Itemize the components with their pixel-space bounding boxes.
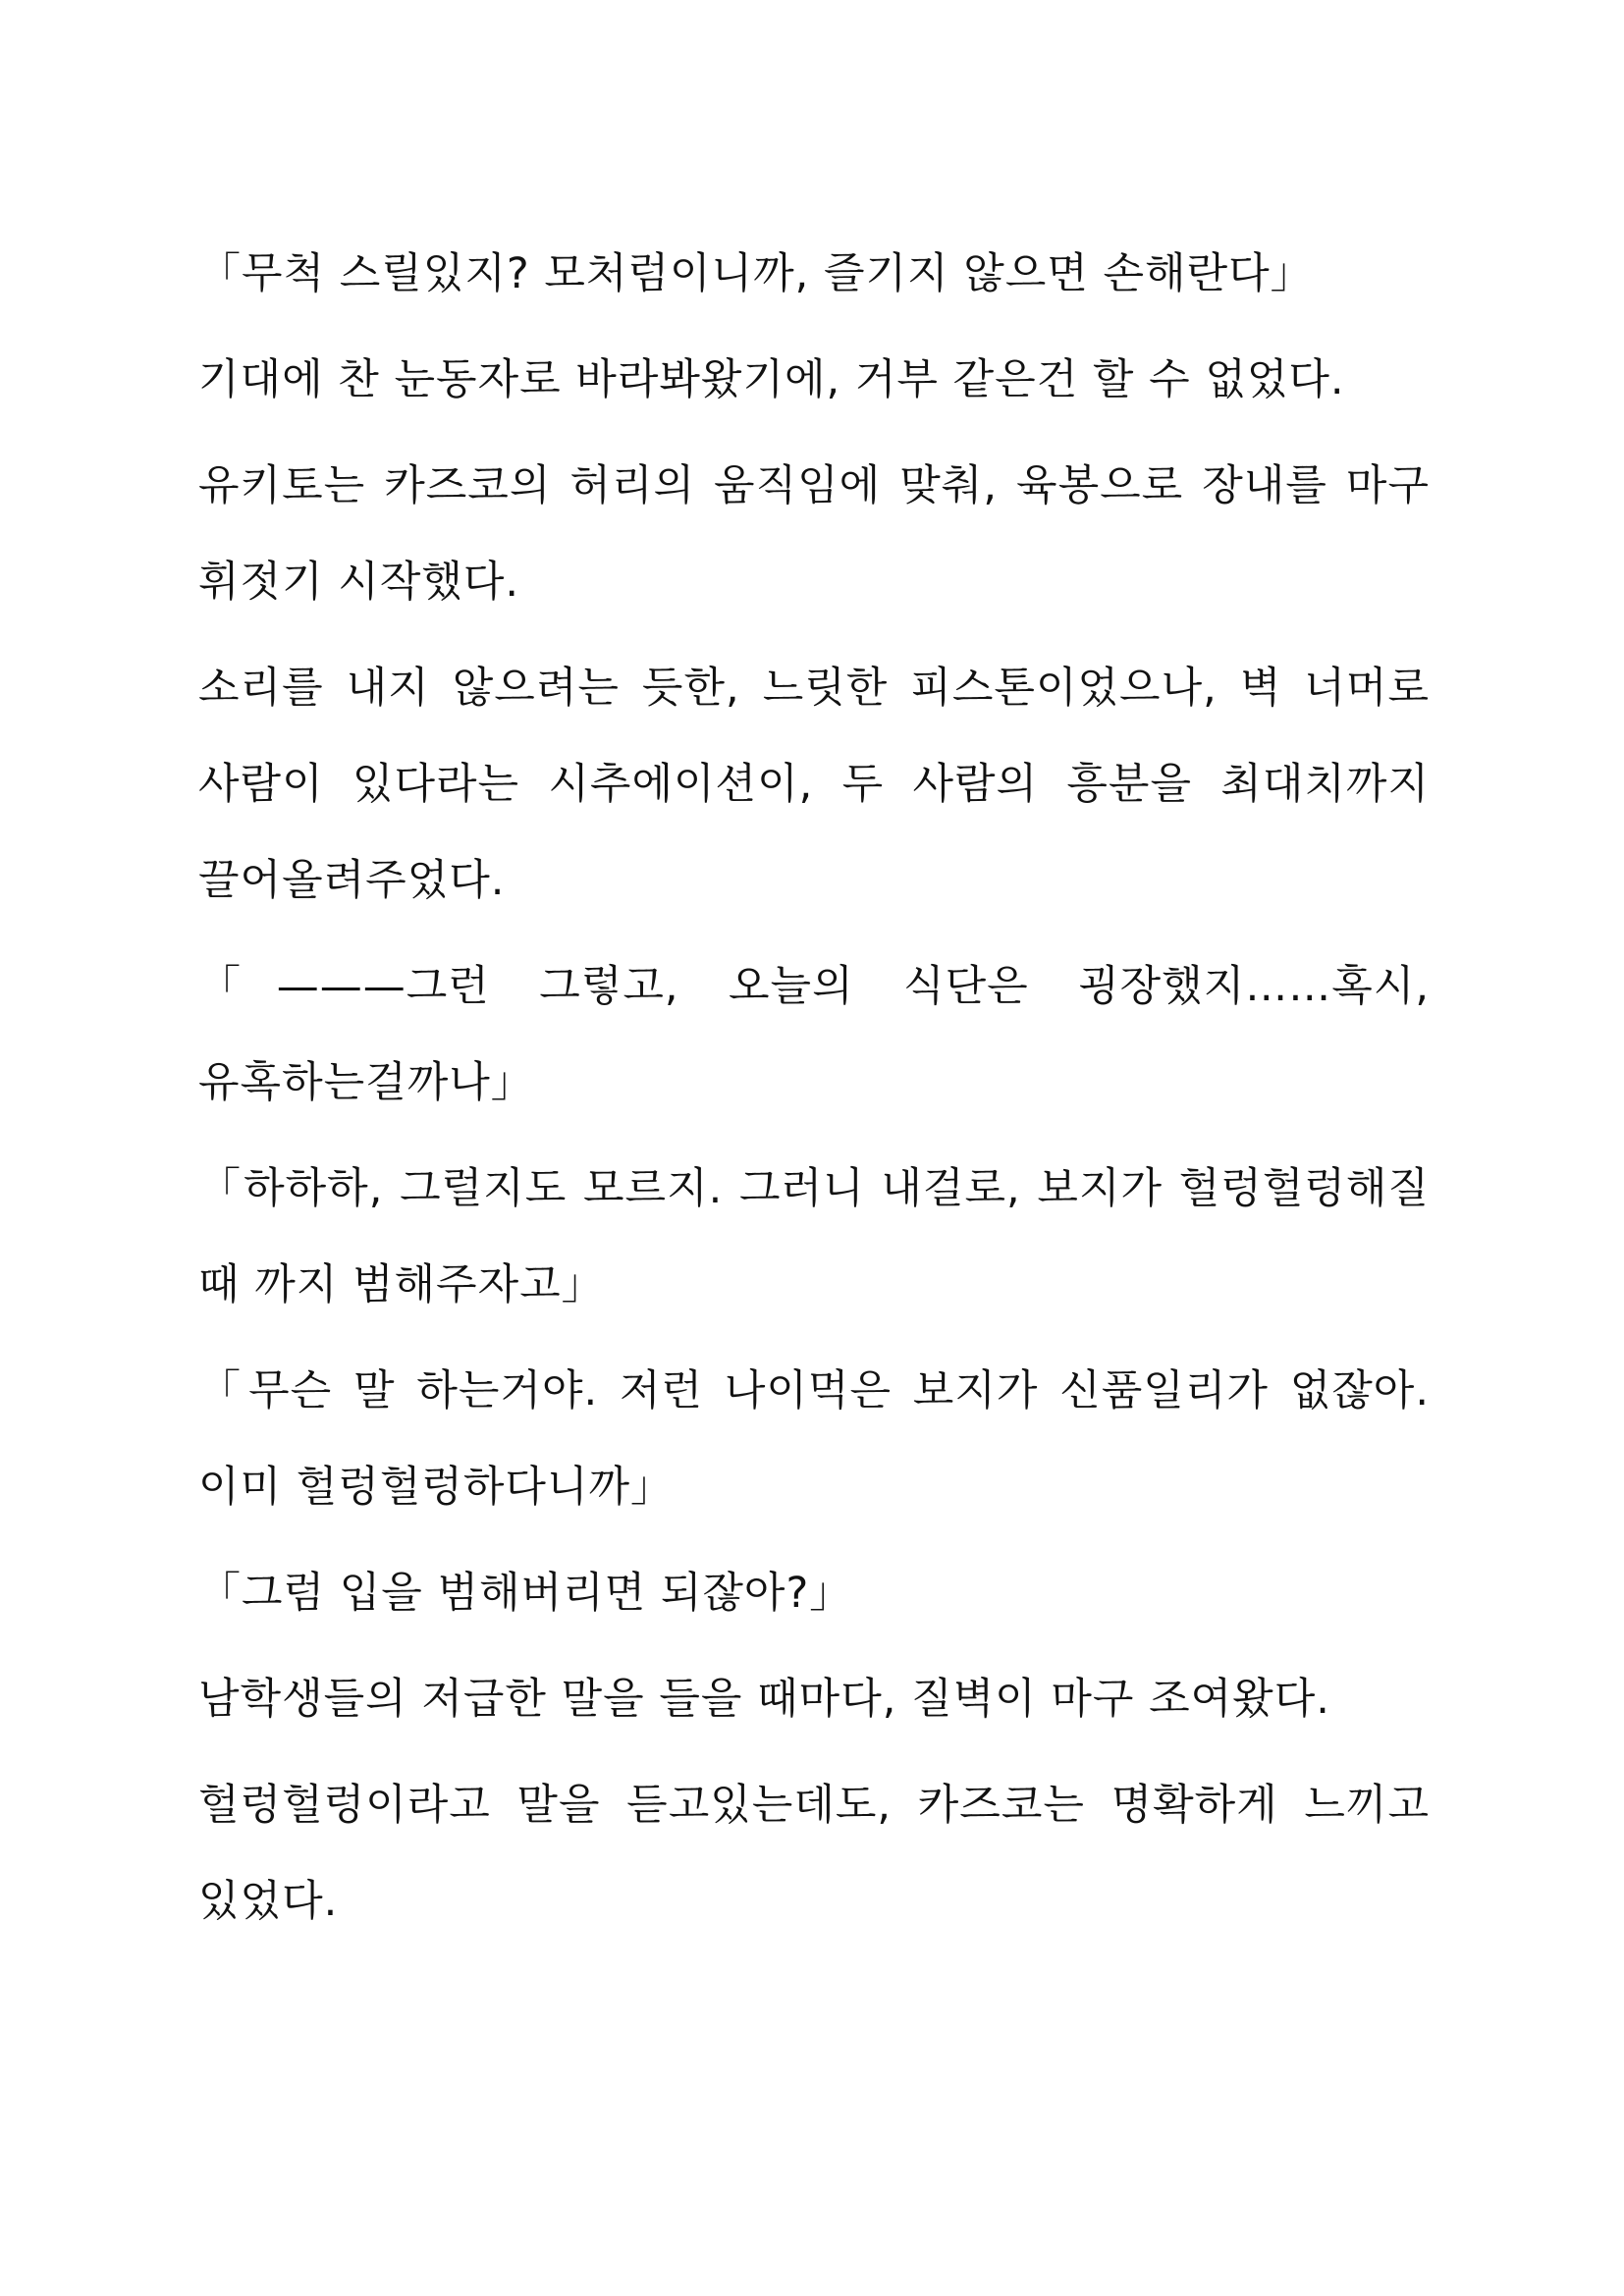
- paragraph-1: 「무척 스릴있지? 모처럼이니까, 즐기지 않으면 손해란다」: [198, 249, 1314, 298]
- paragraph-6: 「하하하, 그럴지도 모르지. 그러니 내걸로, 보지가 헐렁헐렁해질 때 까지 범해주자고」: [198, 1164, 1430, 1309]
- paragraph-8: 「그럼 입을 범해버리면 되잖아?」: [198, 1569, 853, 1618]
- paragraph-3: 유키토는 카즈코의 허리의 움직임에 맞춰, 육봉으로 장내를 마구 휘젓기 시작했다.: [198, 461, 1430, 607]
- body-text: [198, 226, 1430, 1959]
- paragraph-7: 「무슨 말 하는거야. 저런 나이먹은 보지가 신품일리가 없잖아. 이미 헐렁헐렁하다니까」: [198, 1366, 1430, 1512]
- paragraph-9: 남학생들의 저급한 말을 들을 때마다, 질벽이 마구 조여왔다.: [198, 1675, 1330, 1724]
- paragraph-4: 소리를 내지 않으려는 듯한, 느릿한 피스톤이었으나, 벽 너머로 사람이 있다라는 시추에이션이, 두 사람의 흥분을 최대치까지 끌어올려주었다.: [198, 664, 1430, 905]
- paragraph-5: 「———그런 그렇고, 오늘의 식단은 굉장했지……혹시, 유혹하는걸까나」: [198, 962, 1430, 1107]
- paragraph-10: 헐렁헐렁이라고 말을 듣고있는데도, 카즈코는 명확하게 느끼고 있었다.: [198, 1781, 1430, 1926]
- paragraph-2: 기대에 찬 눈동자로 바라봐왔기에, 거부 같은건 할 수 없었다.: [198, 355, 1345, 404]
